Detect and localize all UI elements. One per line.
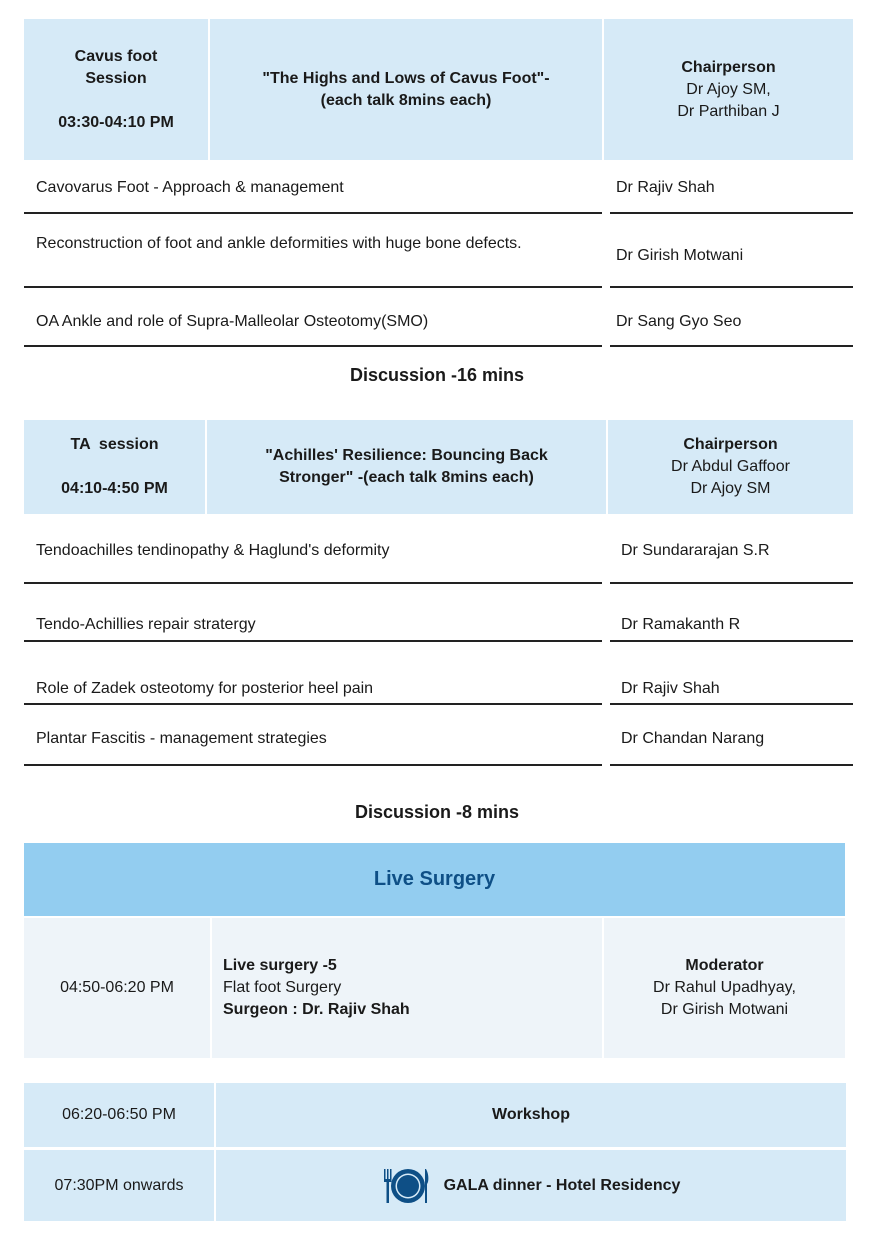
dinner-cell — [216, 1150, 846, 1221]
cavus-talk-title-3: OA Ankle and role of Supra-Malleolar Osteotomy(SMO) — [36, 313, 429, 330]
live-time: 04:50-06:20 PM — [60, 979, 174, 996]
moderator-1: Dr Rahul Upadhyay, — [653, 979, 796, 996]
cavus-title-1: "The Highs and Lows of Cavus Foot"- — [262, 69, 550, 87]
ta-talk-title-2: Tendo-Achillies repair stratergy — [36, 616, 256, 633]
ta-chair-2: Dr Ajoy SM — [690, 480, 771, 497]
divider — [610, 345, 853, 347]
dinner-time: 07:30PM onwards — [54, 1176, 184, 1194]
cavus-talk-speaker-1: Dr Rajiv Shah — [616, 179, 715, 196]
cavus-session-cell — [24, 19, 208, 160]
cavus-title-2: (each talk 8mins each) — [320, 91, 492, 109]
divider — [24, 640, 602, 642]
divider — [24, 582, 602, 584]
cavus-session-name-2: Session — [85, 69, 147, 87]
divider — [24, 286, 602, 288]
cavus-talk-title-2: Reconstruction of foot and ankle deformities with huge bone defects. — [36, 235, 522, 252]
cavus-talk-title-1: Cavovarus Foot - Approach & management — [36, 179, 344, 196]
divider — [24, 703, 602, 705]
cavus-session-time: 03:30-04:10 PM — [58, 113, 174, 131]
live-procedure: Flat foot Surgery — [223, 979, 342, 996]
ta-title-1: "Achilles' Resilience: Bouncing Back — [265, 447, 548, 464]
cavus-talk-speaker-2: Dr Girish Motwani — [616, 247, 744, 264]
ta-talk-speaker-2: Dr Ramakanth R — [621, 616, 741, 633]
ta-talk-speaker-1: Dr Sundararajan S.R — [621, 542, 770, 559]
cavus-chair-cell — [604, 19, 853, 160]
ta-talk-title-3: Role of Zadek osteotomy for posterior heel pain — [36, 680, 374, 697]
cavus-chair-label: Chairperson — [681, 58, 776, 76]
workshop-cell — [216, 1083, 846, 1147]
divider — [610, 640, 853, 642]
dinner-time-cell — [24, 1150, 214, 1221]
divider — [24, 345, 602, 347]
divider — [610, 582, 853, 584]
ta-title-2: Stronger" -(each talk 8mins each) — [279, 469, 534, 486]
moderator-label: Moderator — [685, 957, 764, 974]
divider — [24, 212, 602, 214]
ta-discussion: Discussion -8 mins — [354, 802, 520, 822]
workshop-label: Workshop — [492, 1106, 570, 1123]
divider — [24, 764, 602, 766]
cavus-session-name-1: Cavus foot — [74, 47, 158, 65]
ta-chair-cell — [608, 420, 853, 514]
live-label: Live surgery -5 — [223, 957, 337, 974]
live-surgeon: Surgeon : Dr. Rajiv Shah — [223, 1001, 410, 1018]
cavus-discussion: Discussion -16 mins — [349, 365, 525, 385]
dinner-label: GALA dinner - Hotel Residency — [443, 1176, 681, 1194]
live-moderator-cell — [604, 918, 845, 1058]
ta-session-cell — [24, 420, 205, 514]
live-surgery-banner: Live Surgery — [24, 843, 845, 916]
workshop-time-cell — [24, 1083, 214, 1147]
divider — [610, 703, 853, 705]
ta-talk-title-4: Plantar Fascitis - management strategies — [36, 730, 327, 747]
ta-talk-title-1: Tendoachilles tendinopathy & Haglund's deformity — [36, 542, 390, 559]
ta-session-name: TA session — [70, 436, 159, 453]
live-details-cell — [212, 918, 602, 1058]
divider — [610, 286, 853, 288]
ta-chair-label: Chairperson — [683, 436, 778, 453]
cavus-talk-speaker-3: Dr Sang Gyo Seo — [616, 313, 742, 330]
ta-title-cell — [207, 420, 606, 514]
ta-session-time: 04:10-4:50 PM — [61, 480, 168, 497]
moderator-2: Dr Girish Motwani — [660, 1001, 789, 1018]
ta-talk-speaker-4: Dr Chandan Narang — [621, 730, 765, 747]
divider — [610, 212, 853, 214]
ta-talk-speaker-3: Dr Rajiv Shah — [621, 680, 720, 697]
live-time-cell — [24, 918, 210, 1058]
cavus-title-cell — [210, 19, 602, 160]
dinner-plate-icon — [382, 1166, 430, 1206]
workshop-time: 06:20-06:50 PM — [62, 1106, 176, 1123]
ta-chair-1: Dr Abdul Gaffoor — [671, 458, 790, 475]
cavus-chair-2: Dr Parthiban J — [677, 102, 780, 120]
cavus-chair-1: Dr Ajoy SM, — [686, 80, 771, 98]
divider — [610, 764, 853, 766]
